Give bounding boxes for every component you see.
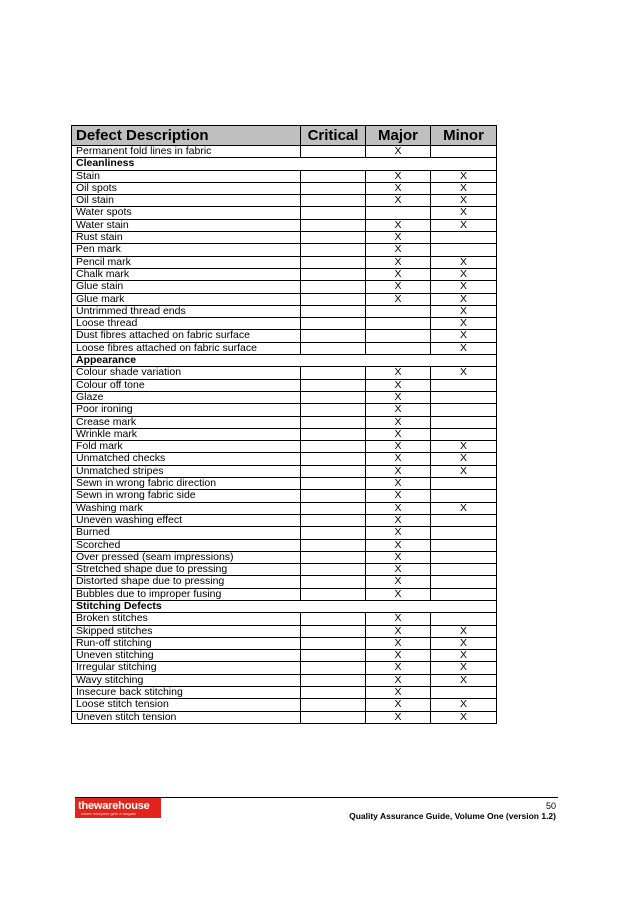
section-row [72,600,497,612]
minor-cell [431,404,497,416]
table-row [72,293,497,305]
defect-description-cell: Dust fibres attached on fabric surface [72,330,301,342]
table-row [72,305,497,317]
major-cell: X [366,564,431,576]
critical-cell [301,502,366,514]
table-row [72,404,497,416]
minor-cell [431,564,497,576]
major-cell: X [366,404,431,416]
major-cell: X [366,256,431,268]
table-header-row [72,126,497,146]
critical-cell [301,195,366,207]
critical-cell [301,330,366,342]
critical-cell [301,527,366,539]
major-cell: X [366,182,431,194]
critical-cell [301,318,366,330]
defect-table [71,125,497,724]
defect-description-cell: Water stain [72,219,301,231]
critical-cell [301,268,366,280]
defect-description-cell: Permanent fold lines in fabric [72,146,301,158]
table-row [72,428,497,440]
critical-cell [301,588,366,600]
major-cell: X [366,527,431,539]
table-row [72,232,497,244]
minor-cell: X [431,465,497,477]
table-row [72,416,497,428]
defect-description-cell: Sewn in wrong fabric direction [72,478,301,490]
major-cell: X [366,576,431,588]
minor-cell [431,416,497,428]
minor-cell: X [431,342,497,354]
defect-description-cell: Colour off tone [72,379,301,391]
table-row [72,699,497,711]
table-row [72,256,497,268]
major-cell: X [366,232,431,244]
table-row [72,367,497,379]
defect-description-cell: Uneven washing effect [72,514,301,526]
critical-cell [301,232,366,244]
minor-cell: X [431,195,497,207]
critical-cell [301,416,366,428]
major-cell: X [366,416,431,428]
defect-description-cell: Bubbles due to improper fusing [72,588,301,600]
critical-cell [301,244,366,256]
table-row [72,391,497,403]
critical-cell [301,441,366,453]
minor-cell: X [431,330,497,342]
critical-cell [301,367,366,379]
defect-description-cell: Wavy stitching [72,674,301,686]
major-cell: X [366,637,431,649]
table-row [72,441,497,453]
major-cell: X [366,170,431,182]
minor-cell: X [431,453,497,465]
minor-cell: X [431,305,497,317]
minor-cell: X [431,219,497,231]
critical-cell [301,170,366,182]
minor-cell [431,146,497,158]
table-row [72,244,497,256]
table-row [72,514,497,526]
header-major: Major [366,126,431,146]
critical-cell [301,564,366,576]
minor-cell: X [431,502,497,514]
critical-cell [301,514,366,526]
major-cell: X [366,281,431,293]
document-title: Quality Assurance Guide, Volume One (version 1.2) [349,811,556,821]
section-heading: Appearance [72,355,497,367]
minor-cell [431,428,497,440]
major-cell: X [366,711,431,723]
minor-cell: X [431,711,497,723]
section-heading: Stitching Defects [72,600,497,612]
major-cell: X [366,441,431,453]
table-row [72,318,497,330]
major-cell: X [366,244,431,256]
minor-cell [431,687,497,699]
minor-cell [431,527,497,539]
defect-description-cell: Uneven stitch tension [72,711,301,723]
critical-cell [301,305,366,317]
major-cell [366,330,431,342]
defect-description-cell: Uneven stitching [72,650,301,662]
table-row [72,613,497,625]
major-cell: X [366,453,431,465]
minor-cell: X [431,637,497,649]
major-cell: X [366,551,431,563]
critical-cell [301,551,366,563]
major-cell: X [366,478,431,490]
table-row [72,146,497,158]
table-row [72,687,497,699]
defect-description-cell: Over pressed (seam impressions) [72,551,301,563]
table-row [72,207,497,219]
defect-description-cell: Water spots [72,207,301,219]
minor-cell: X [431,699,497,711]
defect-description-cell: Run-off stitching [72,637,301,649]
defect-description-cell: Oil stain [72,195,301,207]
minor-cell [431,379,497,391]
minor-cell [431,613,497,625]
header-critical: Critical [301,126,366,146]
minor-cell [431,514,497,526]
minor-cell: X [431,170,497,182]
critical-cell [301,699,366,711]
defect-description-cell: Colour shade variation [72,367,301,379]
minor-cell: X [431,318,497,330]
minor-cell: X [431,207,497,219]
critical-cell [301,687,366,699]
table-row [72,588,497,600]
critical-cell [301,219,366,231]
major-cell: X [366,428,431,440]
critical-cell [301,182,366,194]
warehouse-logo [75,798,161,818]
minor-cell: X [431,256,497,268]
table-row [72,539,497,551]
header-defect-description: Defect Description [72,126,301,146]
critical-cell [301,379,366,391]
defect-description-cell: Glue mark [72,293,301,305]
defect-description-cell: Insecure back stitching [72,687,301,699]
defect-description-cell: Loose fibres attached on fabric surface [72,342,301,354]
defect-description-cell: Skipped stitches [72,625,301,637]
major-cell: X [366,514,431,526]
section-heading: Cleanliness [72,158,497,170]
table-row [72,281,497,293]
major-cell: X [366,625,431,637]
table-row [72,625,497,637]
table-row [72,182,497,194]
major-cell: X [366,219,431,231]
logo-tagline: where everyone gets a bargain [81,811,136,816]
table-row [72,576,497,588]
major-cell: X [366,650,431,662]
minor-cell: X [431,293,497,305]
table-row [72,674,497,686]
defect-description-cell: Sewn in wrong fabric side [72,490,301,502]
defect-description-cell: Pen mark [72,244,301,256]
major-cell: X [366,662,431,674]
major-cell: X [366,502,431,514]
defect-description-cell: Pencil mark [72,256,301,268]
defect-description-cell: Oil spots [72,182,301,194]
major-cell: X [366,391,431,403]
major-cell: X [366,588,431,600]
table-row [72,170,497,182]
defect-description-cell: Fold mark [72,441,301,453]
major-cell: X [366,687,431,699]
major-cell: X [366,674,431,686]
minor-cell: X [431,674,497,686]
defect-description-cell: Scorched [72,539,301,551]
critical-cell [301,490,366,502]
major-cell [366,305,431,317]
major-cell: X [366,613,431,625]
major-cell: X [366,367,431,379]
major-cell [366,207,431,219]
minor-cell [431,478,497,490]
page-number: 50 [545,801,556,811]
table-row [72,490,497,502]
critical-cell [301,342,366,354]
defect-description-cell: Irregular stitching [72,662,301,674]
defect-description-cell: Chalk mark [72,268,301,280]
section-row [72,158,497,170]
critical-cell [301,256,366,268]
section-row [72,355,497,367]
major-cell: X [366,490,431,502]
table-row [72,711,497,723]
critical-cell [301,539,366,551]
table-row [72,502,497,514]
defect-description-cell: Poor ironing [72,404,301,416]
minor-cell [431,588,497,600]
critical-cell [301,293,366,305]
defect-description-cell: Distorted shape due to pressing [72,576,301,588]
minor-cell: X [431,441,497,453]
header-minor: Minor [431,126,497,146]
defect-description-cell: Unmatched checks [72,453,301,465]
major-cell: X [366,195,431,207]
table-row [72,527,497,539]
minor-cell: X [431,281,497,293]
table-row [72,662,497,674]
critical-cell [301,711,366,723]
minor-cell: X [431,268,497,280]
minor-cell [431,576,497,588]
table-row [72,551,497,563]
critical-cell [301,428,366,440]
critical-cell [301,674,366,686]
table-body [72,146,497,724]
critical-cell [301,576,366,588]
defect-description-cell: Untrimmed thread ends [72,305,301,317]
table-row [72,379,497,391]
defect-description-cell: Stain [72,170,301,182]
table-row [72,650,497,662]
critical-cell [301,478,366,490]
defect-description-cell: Rust stain [72,232,301,244]
defect-description-cell: Stretched shape due to pressing [72,564,301,576]
major-cell: X [366,379,431,391]
major-cell: X [366,465,431,477]
critical-cell [301,391,366,403]
defect-description-cell: Washing mark [72,502,301,514]
minor-cell [431,551,497,563]
minor-cell [431,539,497,551]
major-cell: X [366,293,431,305]
defect-description-cell: Burned [72,527,301,539]
defect-description-cell: Loose thread [72,318,301,330]
minor-cell: X [431,625,497,637]
table-row [72,465,497,477]
critical-cell [301,281,366,293]
table-row [72,453,497,465]
table-row [72,478,497,490]
critical-cell [301,613,366,625]
minor-cell: X [431,367,497,379]
defect-description-cell: Crease mark [72,416,301,428]
critical-cell [301,465,366,477]
table-row [72,564,497,576]
critical-cell [301,146,366,158]
critical-cell [301,453,366,465]
minor-cell [431,391,497,403]
minor-cell: X [431,662,497,674]
minor-cell [431,232,497,244]
major-cell [366,318,431,330]
major-cell [366,342,431,354]
critical-cell [301,662,366,674]
defect-description-cell: Glue stain [72,281,301,293]
defect-description-cell: Broken stitches [72,613,301,625]
minor-cell: X [431,650,497,662]
major-cell: X [366,146,431,158]
minor-cell [431,244,497,256]
major-cell: X [366,539,431,551]
critical-cell [301,404,366,416]
critical-cell [301,637,366,649]
critical-cell [301,650,366,662]
logo-wordmark: thewarehouse [78,800,150,812]
table-row [72,342,497,354]
table-row [72,219,497,231]
defect-description-cell: Unmatched stripes [72,465,301,477]
defect-description-cell: Wrinkle mark [72,428,301,440]
defect-description-cell: Loose stitch tension [72,699,301,711]
table-row [72,330,497,342]
major-cell: X [366,268,431,280]
minor-cell [431,490,497,502]
major-cell: X [366,699,431,711]
critical-cell [301,207,366,219]
minor-cell: X [431,182,497,194]
table-row [72,268,497,280]
critical-cell [301,625,366,637]
table-row [72,637,497,649]
table-row [72,195,497,207]
defect-description-cell: Glaze [72,391,301,403]
